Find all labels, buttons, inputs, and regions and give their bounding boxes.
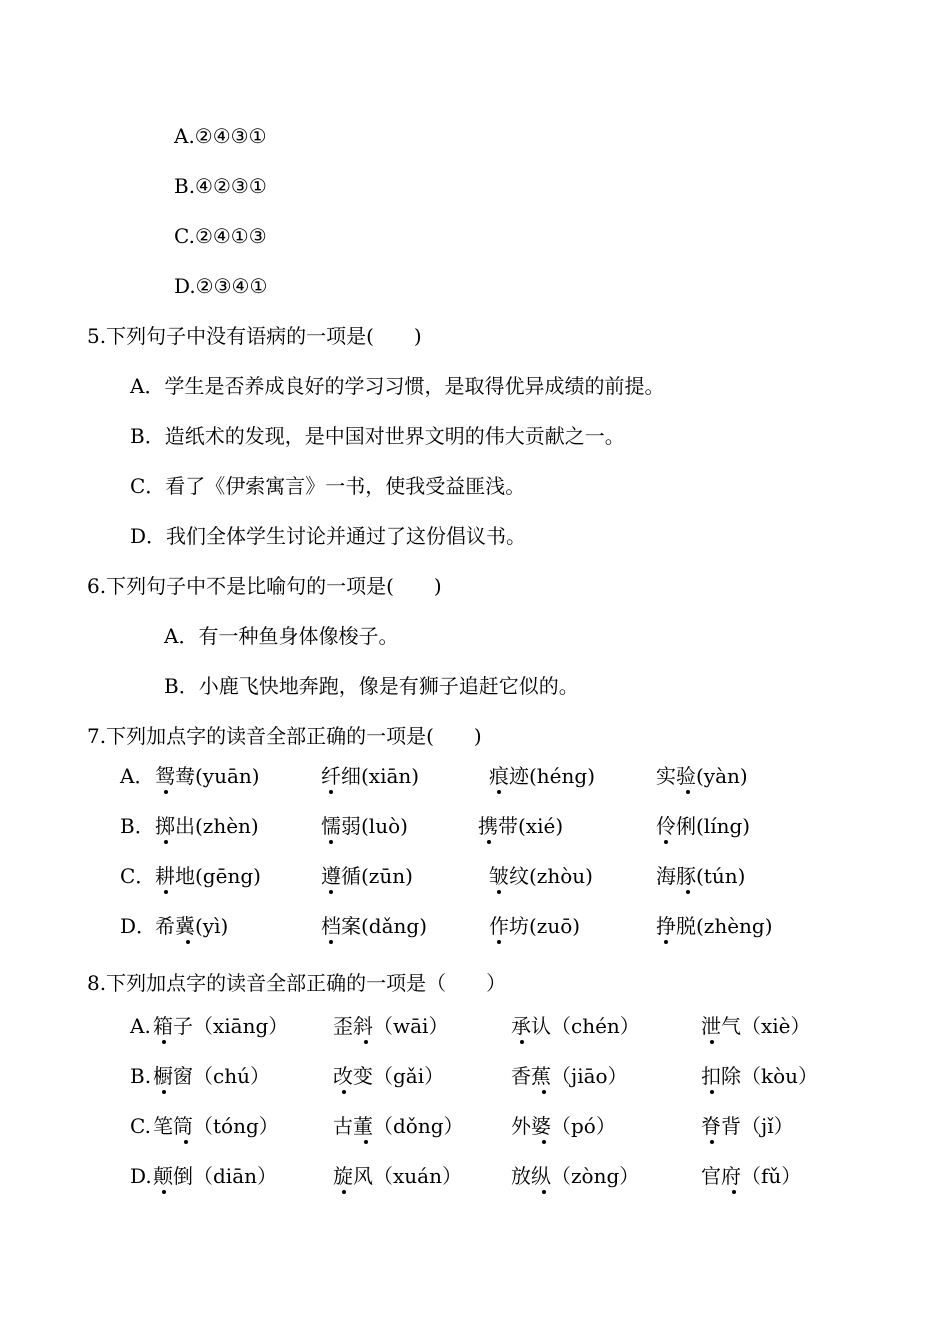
emphasis-dot — [710, 1090, 714, 1094]
q7-d-item-3: 作坊(zuō) — [489, 914, 581, 938]
q5-option-c: C．看了《伊索寓言》一书，使我受益匪浅。 — [130, 474, 526, 498]
q7-d-item-2: 档案(dǎng) — [321, 914, 428, 938]
emphasis-dot — [342, 1190, 346, 1194]
emphasis-dot — [497, 890, 501, 894]
emphasis-dot — [162, 1190, 166, 1194]
emphasis-dot — [664, 940, 668, 944]
q7-b-item-2: 懦弱(luò) — [321, 814, 408, 838]
emphasis-dot — [497, 940, 501, 944]
q8-stem: 8.下列加点字的读音全部正确的一项是（ ） — [87, 971, 507, 995]
q5-option-b: B．造纸术的发现，是中国对世界文明的伟大贡献之一。 — [130, 424, 625, 448]
q8-d-item-1: 颠倒（diān） — [153, 1164, 278, 1188]
q7-d-item-1: 希冀(yì) — [155, 914, 229, 938]
q7-a-item-4: 实验(yàn) — [656, 764, 748, 788]
q8-a-item-1: 箱子（xiāng） — [153, 1014, 289, 1038]
q8-c-item-4: 脊背（jǐ） — [701, 1114, 794, 1138]
emphasis-dot — [162, 1090, 166, 1094]
q8-row-d-label: D. — [130, 1164, 152, 1188]
q8-d-item-4: 官府（fǔ） — [701, 1164, 802, 1188]
q7-b-item-1: 掷出(zhèn) — [155, 814, 259, 838]
q7-c-item-4: 海豚(tún) — [656, 864, 746, 888]
emphasis-dot — [487, 840, 491, 844]
q7-row-b-label: B． — [120, 814, 155, 838]
q8-c-item-2: 古董（dǒng） — [333, 1114, 464, 1138]
emphasis-dot — [164, 790, 168, 794]
q8-a-item-2: 歪斜（wāi） — [333, 1014, 449, 1038]
emphasis-dot — [664, 840, 668, 844]
emphasis-dot — [732, 1190, 736, 1194]
q7-b-item-3: 携带(xié) — [478, 814, 564, 838]
emphasis-dot — [364, 1040, 368, 1044]
q8-row-c-label: C. — [130, 1114, 151, 1138]
q7-stem: 7.下列加点字的读音全部正确的一项是( ) — [87, 724, 482, 748]
q7-a-item-2: 纤细(xiān) — [321, 764, 420, 788]
q8-b-item-4: 扣除（kòu） — [701, 1064, 819, 1088]
emphasis-dot — [520, 1040, 524, 1044]
q5-option-d: D．我们全体学生讨论并通过了这份倡议书。 — [130, 524, 527, 548]
q8-row-b-label: B. — [130, 1064, 152, 1088]
emphasis-dot — [329, 790, 333, 794]
emphasis-dot — [164, 840, 168, 844]
emphasis-dot — [329, 890, 333, 894]
emphasis-dot — [184, 1140, 188, 1144]
emphasis-dot — [542, 1090, 546, 1094]
emphasis-dot — [162, 1040, 166, 1044]
emphasis-dot — [710, 1040, 714, 1044]
q7-c-item-2: 遵循(zūn) — [321, 864, 413, 888]
q8-b-item-3: 香蕉（jiāo） — [511, 1064, 628, 1088]
q8-c-item-1: 笔筒（tóng） — [153, 1114, 279, 1138]
q7-a-item-3: 痕迹(héng) — [489, 764, 596, 788]
q5-option-a: A．学生是否养成良好的学习习惯，是取得优异成绩的前提。 — [130, 374, 665, 398]
q7-row-a-label: A． — [120, 764, 155, 788]
q8-d-item-3: 放纵（zòng） — [511, 1164, 640, 1188]
q7-a-item-1: 鸳鸯(yuān) — [155, 764, 260, 788]
emphasis-dot — [186, 940, 190, 944]
q7-b-item-4: 伶俐(líng) — [656, 814, 751, 838]
q7-row-c-label: C． — [120, 864, 156, 888]
q8-a-item-3: 承认（chén） — [511, 1014, 640, 1038]
emphasis-dot — [686, 890, 690, 894]
emphasis-dot — [542, 1140, 546, 1144]
q4-option-b: B.④②③① — [174, 174, 267, 198]
q8-b-item-1: 橱窗（chú） — [153, 1064, 270, 1088]
emphasis-dot — [342, 1090, 346, 1094]
q7-d-item-4: 挣脱(zhèng) — [656, 914, 773, 938]
q6-option-a: A．有一种鱼身体像梭子。 — [164, 624, 399, 648]
emphasis-dot — [164, 890, 168, 894]
emphasis-dot — [329, 940, 333, 944]
q7-c-item-1: 耕地(gēng) — [155, 864, 261, 888]
q8-c-item-3: 外婆（pó） — [511, 1114, 616, 1138]
q8-d-item-2: 旋风（xuán） — [333, 1164, 462, 1188]
q5-stem: 5.下列句子中没有语病的一项是( ) — [87, 324, 422, 348]
emphasis-dot — [686, 790, 690, 794]
emphasis-dot — [710, 1140, 714, 1144]
q4-option-a: A.②④③① — [174, 124, 267, 148]
q4-option-d: D.②③④① — [174, 274, 268, 298]
q7-c-item-3: 皱纹(zhòu) — [489, 864, 593, 888]
emphasis-dot — [497, 790, 501, 794]
q4-option-c: C.②④①③ — [174, 224, 267, 248]
emphasis-dot — [329, 840, 333, 844]
q6-stem: 6.下列句子中不是比喻句的一项是( ) — [87, 574, 442, 598]
emphasis-dot — [542, 1190, 546, 1194]
q7-row-d-label: D． — [120, 914, 157, 938]
q6-option-b: B．小鹿飞快地奔跑，像是有狮子追赶它似的。 — [164, 674, 579, 698]
q8-row-a-label: A. — [130, 1014, 151, 1038]
q8-a-item-4: 泄气（xiè） — [701, 1014, 811, 1038]
emphasis-dot — [364, 1140, 368, 1144]
q8-b-item-2: 改变（gǎi） — [333, 1064, 445, 1088]
